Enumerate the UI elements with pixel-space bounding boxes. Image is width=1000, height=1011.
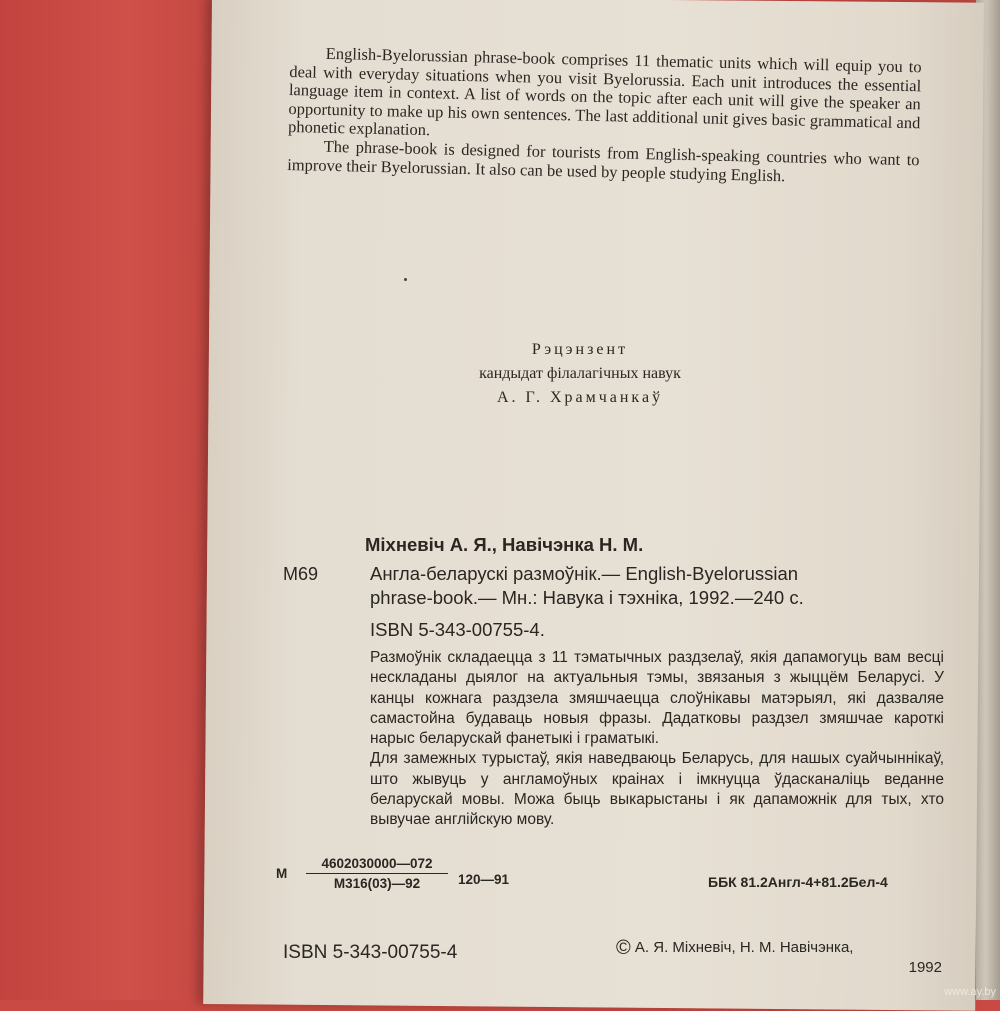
catalog-title-line: phrase-book.— Мн.: Навука і тэхніка, 1992.—240 с. — [370, 586, 804, 608]
copyright-holders: А. Я. Міхневіч, Н. М. Навічэнка, — [634, 939, 854, 956]
copyright-icon: © — [616, 937, 631, 959]
catalog-title-line: Англа-беларускі размоўнік.— English-Byelorussian — [370, 563, 799, 584]
annotation-paragraph: Для замежных турыстаў, якія наведваюць Беларусь, для нашых суайчыннікаў, што жывуць у англамоўных краінах і імкнуцца ўдасканаліць веданне беларускай мовы. Можа быць выкарыстаны і як дапаможнік для тых, хто вывучае англійскую мову. — [370, 750, 944, 829]
copyright-year: 1992 — [908, 959, 942, 976]
site-watermark: www.ay.by — [944, 986, 996, 998]
catalog-annotation — [370, 648, 944, 831]
copyright-notice — [616, 938, 942, 977]
bbk-classification: ББК 81.2Англ-4+81.2Бел-4 — [708, 874, 888, 890]
index-numerator: 4602030000—072 — [306, 856, 448, 874]
catalog-code: М69 — [283, 564, 319, 584]
catalog-authors: Міхневіч А. Я., Навічэнка Н. М. — [365, 534, 644, 555]
english-abstract — [287, 44, 922, 188]
annotation-paragraph: Размоўнік складаецца з 11 тэматычных раздзелаў, якія дапамогуць вам весці нескладаны дыялог на актуальныя тэмы, звязаныя з жыццём Беларусі. У канцы кожнага раздзела змяшчаецца слоўнікавы матэрыял, які дазваляе самастойна будаваць новыя фразы. Дадатковы раздзел змяшчае кароткі нарыс беларускай фанетыкі і граматыкі. — [370, 649, 944, 748]
book-cover — [0, 0, 228, 1000]
index-denominator: М316(03)—92 — [333, 876, 421, 891]
reviewer-block — [430, 338, 730, 410]
catalog-isbn: ISBN 5-343-00755-4. — [370, 619, 545, 640]
abstract-paragraph: English-Byelorussian phrase-book comprises 11 thematic units which will equip you to deal with everyday situations when you visit Byelorussia. Each unit introduces the essential language item in context. A list of words on the topic after each unit will give the speaker an opportunity to make up his own sentences. The last additional unit gives basic grammatical and phonetic explanation. — [287, 43, 922, 140]
reviewer-heading: Рэцэнзент — [531, 341, 629, 358]
abstract-paragraph: The phrase-book is designed for tourists from English-speaking countries who want to improve their Byelorussian. It also can be used by people studying English. — [287, 136, 920, 185]
catalog-bibliographic-entry — [370, 562, 940, 642]
print-speck — [404, 278, 407, 281]
index-letter: М — [276, 866, 288, 881]
isbn-bottom: ISBN 5-343-00755-4 — [283, 942, 458, 963]
index-suffix: 120—91 — [458, 872, 510, 887]
index-fraction — [306, 856, 448, 891]
reviewer-name: А. Г. Храмчанкаў — [496, 389, 664, 406]
reviewer-degree: кандыдат філалагічных навук — [479, 365, 681, 382]
